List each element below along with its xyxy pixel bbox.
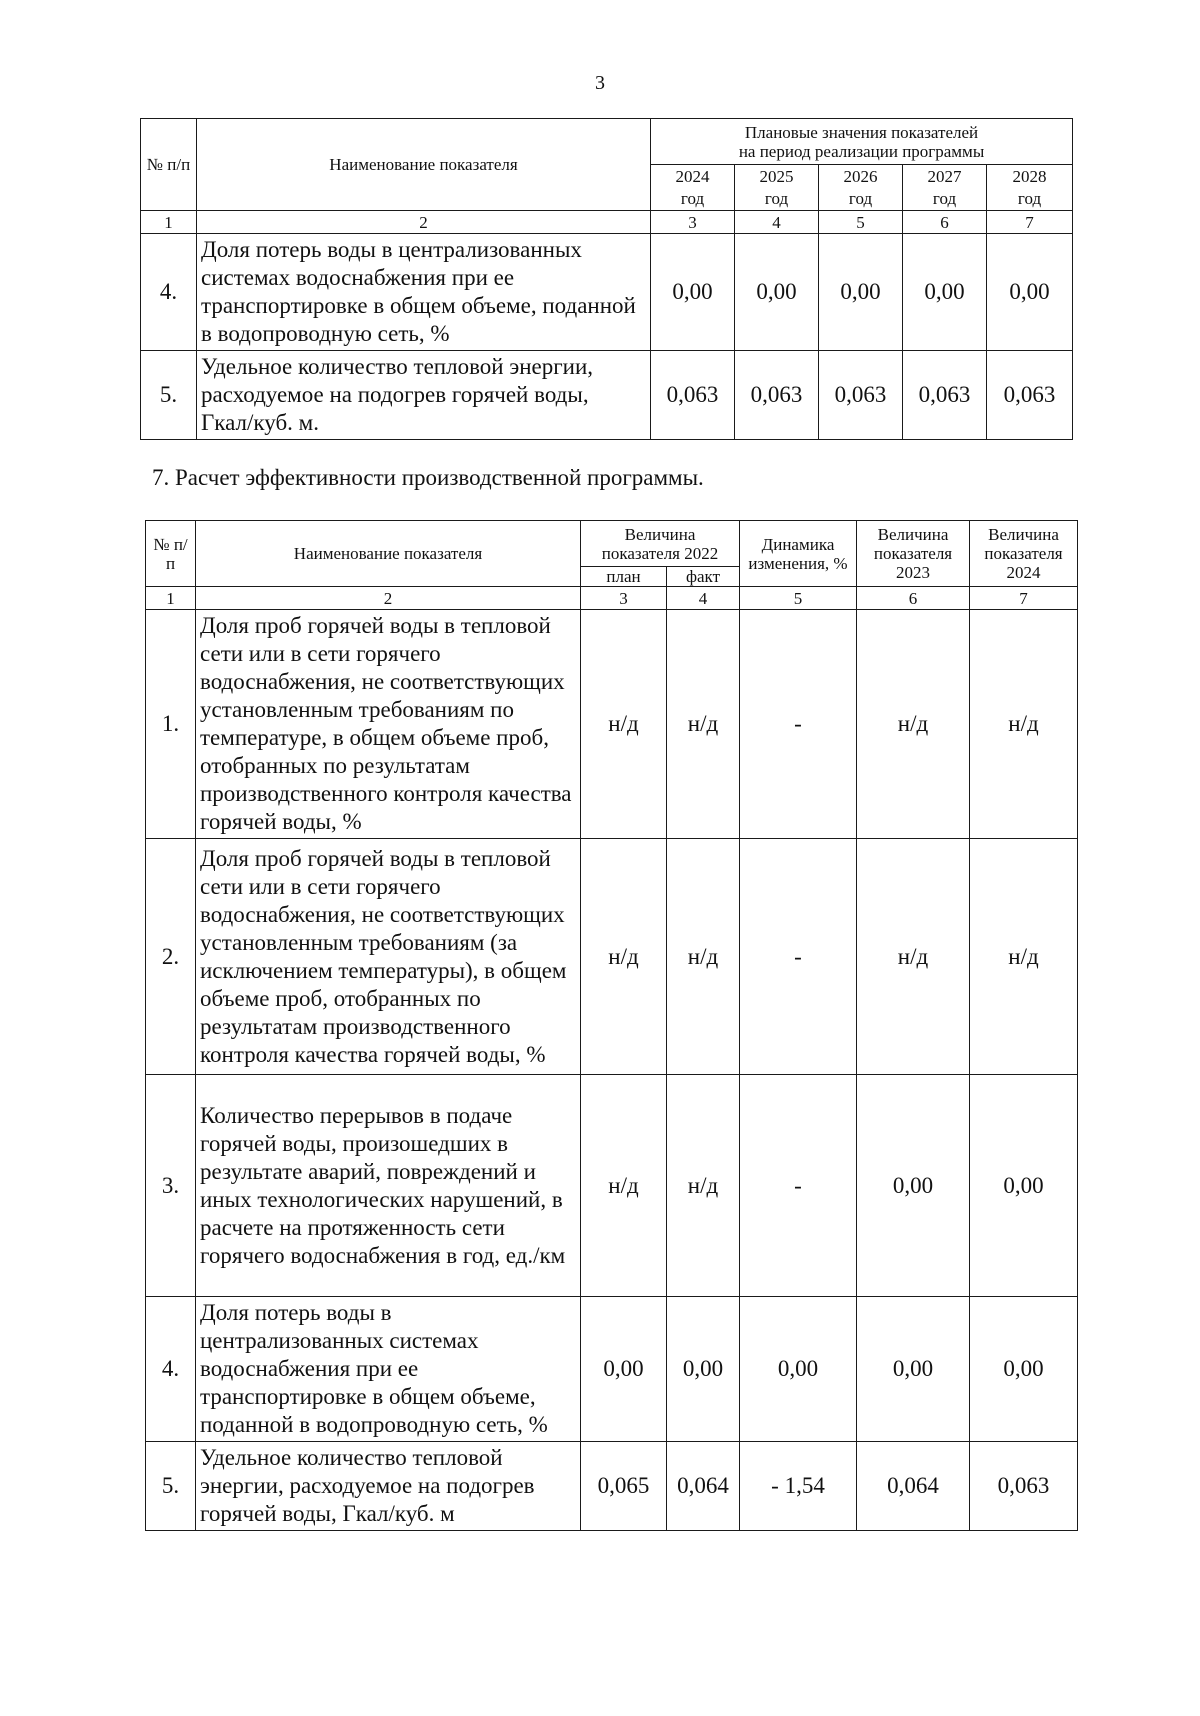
header-year-2028: 2028 год	[987, 165, 1073, 211]
header-year-2024: 2024 год	[651, 165, 735, 211]
header-dynamics: Динамика изменения, %	[740, 521, 857, 587]
header-plan: план	[581, 567, 667, 587]
header-planned-line2: на период реализации программы	[738, 141, 985, 161]
table-row: 2. Доля проб горячей воды в тепловой сети или в сети горячего водоснабжения, не соответствующих установленным требованиям (за исключением температуры), в общем объеме проб, отобранных по результатам производственного контроля качества горячей воды, % н/д н/д - н/д н/д	[146, 839, 1078, 1075]
index-row: 1 2 3 4 5 6 7	[141, 211, 1073, 234]
header-fact: факт	[667, 567, 740, 587]
table-row: 5. Удельное количество тепловой энергии, расходуемое на подогрев горячей воды, Гкал/куб. м 0,065 0,064 - 1,54 0,064 0,063	[146, 1442, 1078, 1531]
planned-indicators-table	[140, 118, 1073, 440]
page-number: 3	[595, 72, 605, 94]
header-num: № п/п	[146, 521, 196, 587]
header-value-2022: Величина показателя 2022	[581, 521, 740, 567]
header-planned-values	[651, 119, 1073, 165]
table-row: 3. Количество перерывов в подаче горячей воды, произошедших в результате аварий, повреждений и иных технологических нарушений, в расчете на протяженность сети горячего водоснабжения в год, ед./км н/д н/д - 0,00 0,00	[146, 1075, 1078, 1297]
section-heading: 7. Расчет эффективности производственной программы.	[152, 465, 704, 490]
header-num: № п/п	[141, 119, 197, 211]
header-year-2025: 2025 год	[735, 165, 819, 211]
header-name: Наименование показателя	[197, 119, 651, 211]
table-row: 4. Доля потерь воды в централизованных системах водоснабжения при ее транспортировке в общем объеме, поданной в водопроводную сеть, % 0,00 0,00 0,00 0,00 0,00	[141, 234, 1073, 351]
efficiency-table	[145, 520, 1078, 1531]
table-row: 1. Доля проб горячей воды в тепловой сети или в сети горячего водоснабжения, не соответствующих установленным требованиям по температуре, в общем объеме проб, отобранных по результатам производственного контроля качества горячей воды, % н/д н/д - н/д н/д	[146, 610, 1078, 839]
header-value-2023: Величина показателя 2023	[857, 521, 970, 587]
header-year-2027: 2027 год	[903, 165, 987, 211]
header-name: Наименование показателя	[196, 521, 581, 587]
header-value-2024: Величина показателя 2024	[970, 521, 1078, 587]
header-year-2026: 2026 год	[819, 165, 903, 211]
table-row: 5. Удельное количество тепловой энергии, расходуемое на подогрев горячей воды, Гкал/куб. м. 0,063 0,063 0,063 0,063 0,063	[141, 351, 1073, 440]
table-row: 4. Доля потерь воды в централизованных системах водоснабжения при ее транспортировке в общем объеме, поданной в водопроводную сеть, % 0,00 0,00 0,00 0,00 0,00	[146, 1297, 1078, 1442]
header-planned-line1: Плановые значения показателей	[744, 122, 979, 142]
index-row: 1 2 3 4 5 6 7	[146, 587, 1078, 610]
